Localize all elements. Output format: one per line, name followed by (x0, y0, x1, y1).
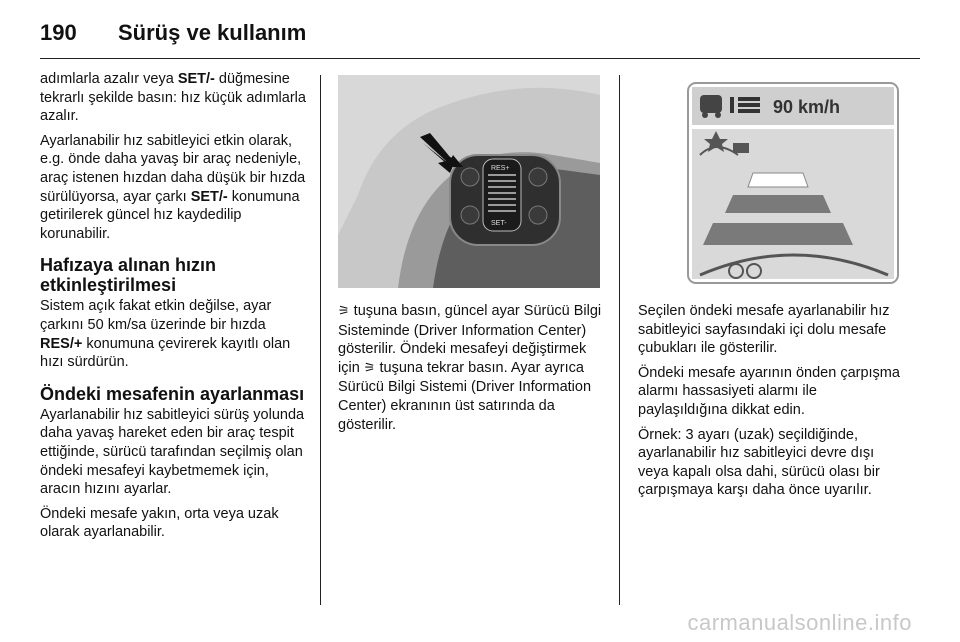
display-speed: 90 km/h (773, 97, 841, 117)
header-rule (40, 58, 920, 59)
driver-information-display-figure (638, 75, 900, 288)
column-3 (638, 302, 906, 506)
paragraph: Öndeki mesafe ayarının önden çarpışma alarmı hassasiyeti alarmı ile paylaşıldığına dikkat edin. (638, 364, 900, 418)
distance-bar-3 (703, 223, 853, 245)
column-1 (40, 70, 308, 548)
distance-button-icon: ⚞ (338, 304, 350, 319)
page-header (40, 18, 920, 58)
column-divider-1 (320, 75, 321, 605)
paragraph: Ayarlanabilir hız sabitleyici sürüş yolunda daha yavaş hareket eden bir araç tespit ettiğinde, sürücü tarafından seçilmiş olan öndeki mesafeyi kaybetmemek için, aracın hızını ayarlar. (40, 406, 305, 498)
steering-wheel-figure (338, 75, 600, 288)
paragraph: Örnek: 3 ayarı (uzak) seçildiğinde, ayarlanabilir hız sabitleyici devre dışı veya kapalı olsa dahi, sürücü olası bir çarpışmaya karşı daha önce uyarılır. (638, 426, 880, 499)
paragraph: Seçilen öndeki mesafe ayarlanabilir hız sabitleyici sayfasındaki içi dolu mesafe çubukları ile gösterilir. (638, 303, 890, 357)
chapter-title: Sürüş ve kullanım (118, 20, 307, 45)
set-label: SET- (491, 220, 507, 227)
paragraph: Sistem açık fakat etkin değilse, ayar çarkını 50 km/sa üzerinde bir hızda RES/+ konumuna çevirerek kayıtlı olan hızı sürdürün. (40, 298, 291, 371)
paragraph: ⚞ tuşuna basın, güncel ayar Sürücü Bilgi Sisteminde (Driver Information Center) gösterilir. Öndeki mesafeyi değiştirmek için ⚞ tuşuna tekrar basın. Ayar ayrıca Sürücü Bilgi Sistemi (Driver Information Center) ekranının üst satırında da gösterilir. (338, 303, 602, 433)
res-label: RES+ (491, 165, 510, 172)
column-divider-2 (619, 75, 620, 605)
distance-button-icon: ⚞ (363, 360, 376, 376)
column-2 (338, 302, 606, 440)
paragraph: Öndeki mesafe yakın, orta veya uzak olarak ayarlanabilir. (40, 505, 279, 541)
distance-bar-2 (725, 195, 831, 213)
distance-bar-1 (748, 173, 808, 187)
section-heading: Öndeki mesafenin ayarlanması (40, 383, 305, 404)
page-number: 190 (40, 20, 77, 45)
section-heading: Hafızaya alınan hızın etkinleştirilmesi (40, 255, 217, 296)
paragraph: Ayarlanabilir hız sabitleyici etkin olarak, e.g. önde daha yavaş bir araç nedeniyle, araç istenen hızdan daha düşük bir hızda sürülüyorsa, ayar çarkı SET/- konumuna getirilerek güncel hız kaydedilip korunabilir. (40, 132, 306, 242)
watermark: carmanualsonline.info (687, 610, 912, 635)
paragraph: adımlarla azalır veya SET/- düğmesine tekrarlı şekilde basın: hız küçük adımlarla azalır. (40, 71, 306, 125)
